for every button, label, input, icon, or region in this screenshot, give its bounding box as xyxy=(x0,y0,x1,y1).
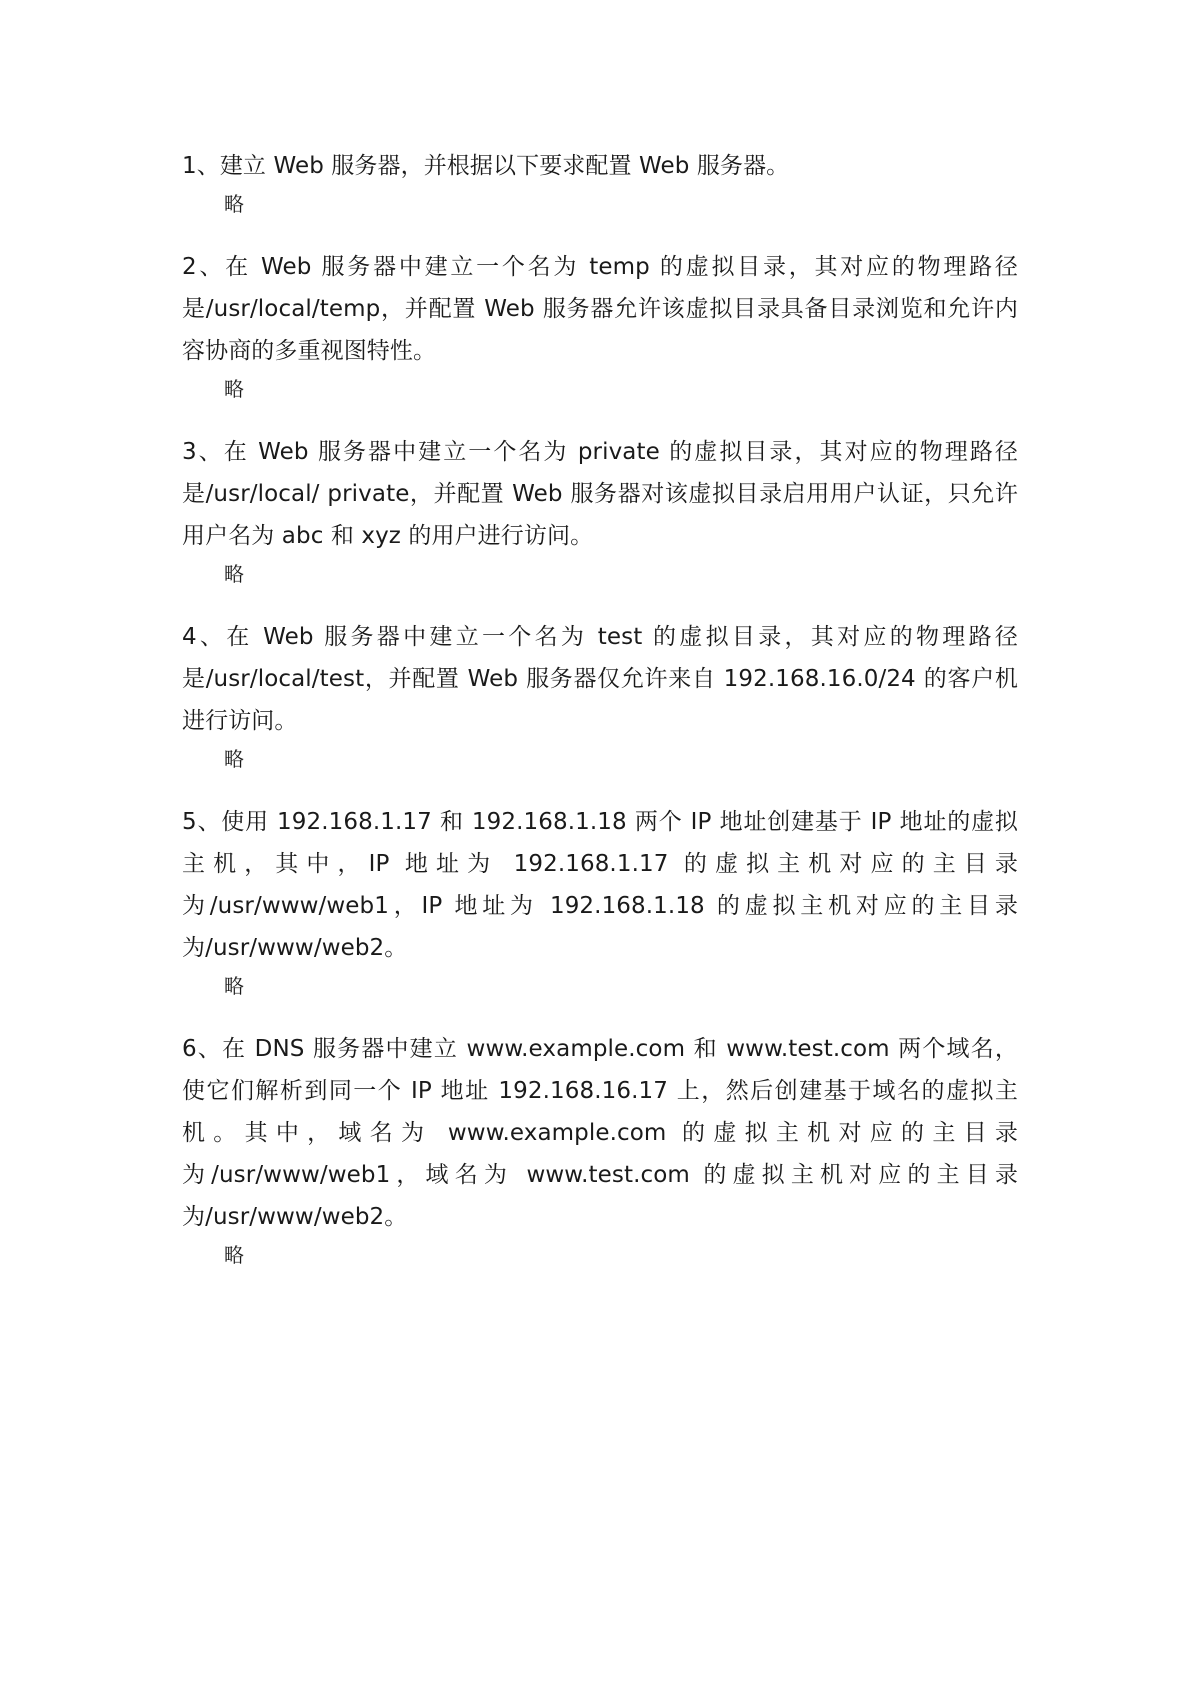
answer-text: 略 xyxy=(224,747,244,771)
answer-text: 略 xyxy=(224,377,244,401)
question-item-5 xyxy=(182,801,1018,1001)
question-item-1 xyxy=(182,145,1018,219)
answer-text: 略 xyxy=(224,974,244,998)
question-text: 2、在 Web 服务器中建立一个名为 temp 的虚拟目录，其对应的物理路径是/usr/local/temp，并配置 Web 服务器允许该虚拟目录具备目录浏览和允许内容协商的多重视图特性。 xyxy=(182,254,1018,364)
question-item-6 xyxy=(182,1028,1018,1270)
answer-text: 略 xyxy=(224,192,244,216)
answer-text: 略 xyxy=(224,562,244,586)
question-text: 5、使用 192.168.1.17 和 192.168.1.18 两个 IP 地址创建基于 IP 地址的虚拟主机，其中，IP 地址为 192.168.1.17 的虚拟主机对应的主目录为/usr/www/web1，IP 地址为 192.168.1.18 的虚拟主机对应的主目录为/usr/www/web2。 xyxy=(182,809,1018,961)
question-text: 1、建立 Web 服务器，并根据以下要求配置 Web 服务器。 xyxy=(182,153,790,179)
question-text: 3、在 Web 服务器中建立一个名为 private 的虚拟目录，其对应的物理路径是/usr/local/ private，并配置 Web 服务器对该虚拟目录启用用户认证，只允许用户名为 abc 和 xyz 的用户进行访问。 xyxy=(182,439,1018,549)
question-item-3 xyxy=(182,431,1018,589)
question-item-2 xyxy=(182,246,1018,404)
document-page xyxy=(182,145,1018,1297)
question-text: 6、在 DNS 服务器中建立 www.example.com 和 www.test.com 两个域名，使它们解析到同一个 IP 地址 192.168.16.17 上，然后创建基于域名的虚拟主机。其中，域名为 www.example.com 的虚拟主机对应的主目录为/usr/www/web1，域名为 www.test.com 的虚拟主机对应的主目录为/usr/www/web2。 xyxy=(182,1036,1018,1230)
answer-text: 略 xyxy=(224,1243,244,1267)
question-item-4 xyxy=(182,616,1018,774)
question-text: 4、在 Web 服务器中建立一个名为 test 的虚拟目录，其对应的物理路径是/usr/local/test，并配置 Web 服务器仅允许来自 192.168.16.0/24 的客户机进行访问。 xyxy=(182,624,1018,734)
